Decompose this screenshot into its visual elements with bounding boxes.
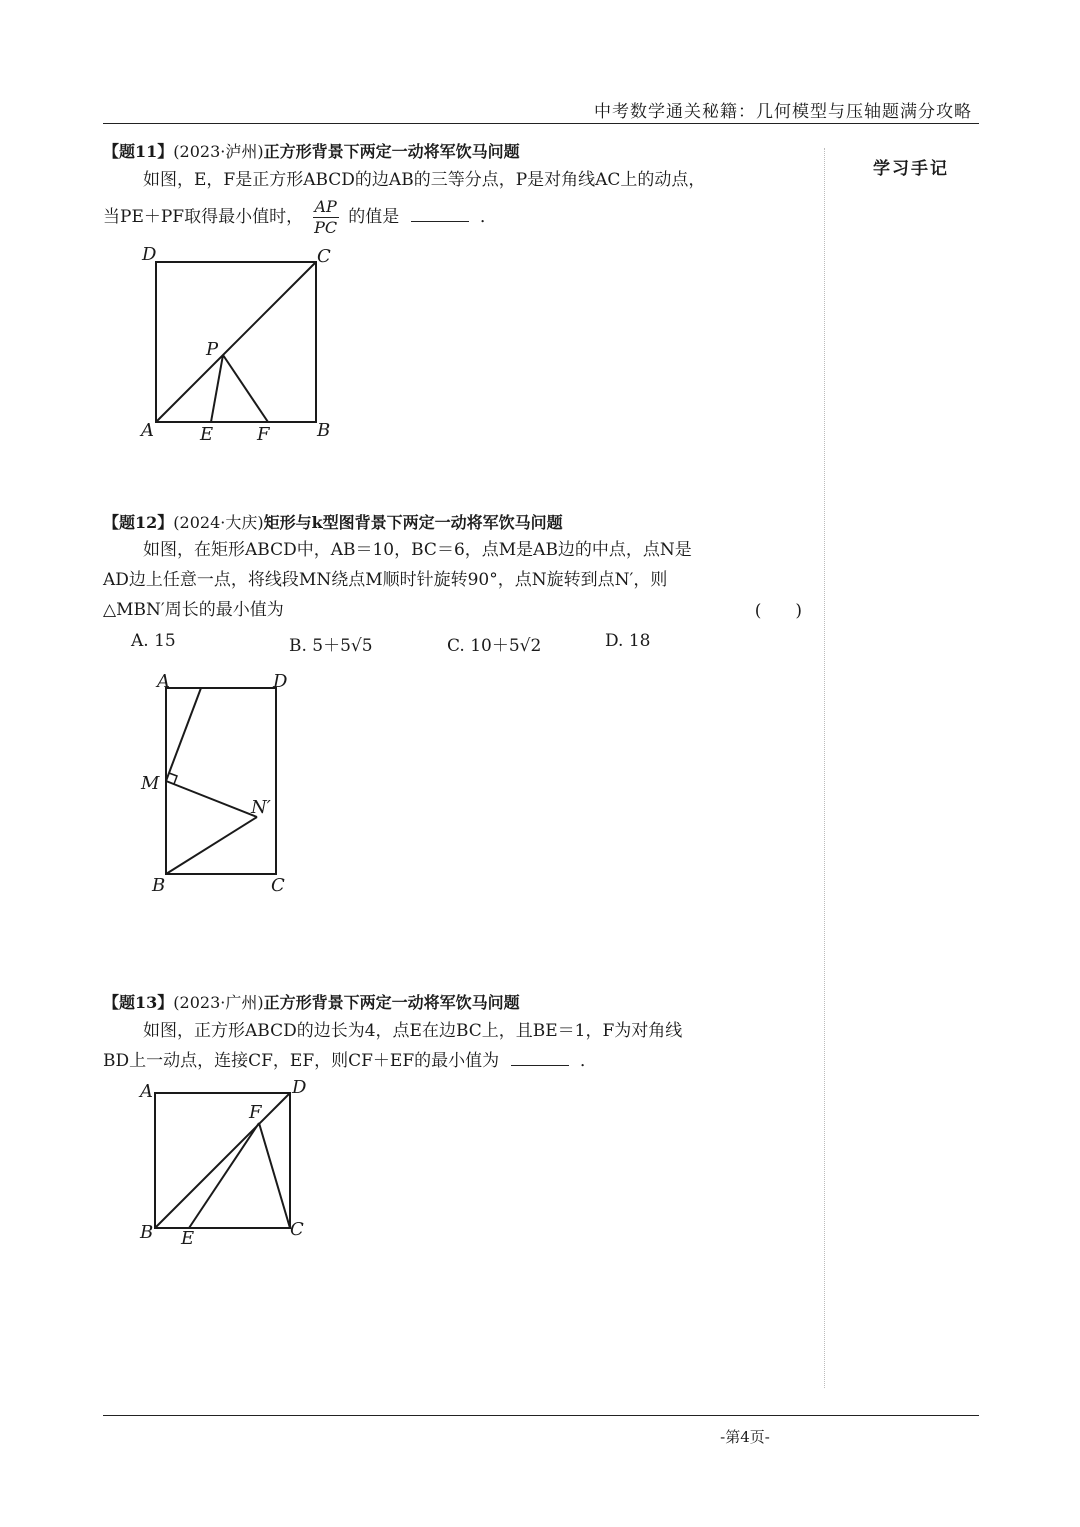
footer-divider: [103, 1415, 979, 1416]
notes-column-divider: [824, 148, 825, 1388]
q12-line2: AD边上任意一点，将线段MN绕点M顺时针旋转90°，点N旋转到点N′，则: [103, 570, 668, 590]
q12-label-c: C: [271, 875, 285, 896]
q11-label-a: A: [141, 420, 154, 441]
q12-choice-a: A. 15: [131, 631, 176, 651]
q13-label-e: E: [181, 1228, 195, 1249]
q12-label-b: B: [152, 875, 166, 896]
page-number: -第4页-: [720, 1428, 770, 1446]
q11-label-f: F: [257, 424, 270, 445]
q13-label-a: A: [140, 1081, 153, 1102]
q12-rectangle: [166, 688, 276, 874]
q13-end: ．: [579, 1051, 597, 1071]
q11-line1: 如图，E，F是正方形ABCD的边AB的三等分点，P是对角线AC上的动点，: [143, 170, 706, 190]
notes-title: 学习手记: [873, 159, 949, 179]
q12-choice-d: D. 18: [605, 631, 651, 651]
q11-end: ．: [480, 207, 498, 227]
q13-label-d: D: [292, 1077, 307, 1098]
q12-heading: [103, 510, 563, 533]
q13-source: (2023·广州): [173, 993, 264, 1012]
q13-segment-cf: [259, 1123, 290, 1228]
q12-body: [103, 535, 803, 625]
q11-frac-num: AP: [314, 197, 337, 216]
q13-label-f: F: [249, 1102, 262, 1123]
q13-body: [103, 1016, 803, 1076]
q13-topic: 正方形背景下两定一动将军饮马问题: [263, 993, 520, 1012]
q11-heading: [103, 139, 520, 162]
q13-line1: 如图，正方形ABCD的边长为4，点E在边BC上，且BE＝1，F为对角线: [143, 1021, 683, 1041]
q12-answer-paren: ( ): [754, 601, 802, 621]
q11-label-e: E: [200, 424, 214, 445]
q11-segment-pf: [223, 355, 268, 422]
q11-answer-blank: [411, 203, 469, 222]
q13-segment-ef: [189, 1123, 259, 1228]
q11-source: (2023·泸州): [173, 142, 264, 161]
q11-diagonal-ac: [156, 262, 316, 422]
q12-label-a: A: [157, 671, 170, 692]
q13-line2: [103, 1046, 803, 1076]
q11-line2b: 的值是: [348, 207, 400, 227]
q11-label-d: D: [142, 244, 157, 265]
q12-label-m: M: [141, 773, 160, 794]
q12-segment-bn-prime: [166, 817, 257, 874]
q11-topic: 正方形背景下两定一动将军饮马问题: [263, 142, 520, 161]
q12-label-d: D: [273, 671, 288, 692]
q11-label-p: P: [206, 339, 219, 360]
q11-line2a: 当PE＋PF取得最小值时，: [103, 207, 304, 227]
q11-fraction: [313, 197, 339, 238]
q12-segment-mn: [166, 688, 201, 781]
q12-source: (2024·大庆): [173, 513, 264, 532]
header-divider: [103, 123, 979, 124]
q11-label: 【题11】: [103, 142, 174, 161]
q12-line3: △MBN′周长的最小值为: [103, 600, 284, 620]
q12-segment-mn-prime: [166, 781, 257, 817]
q13-label-b: B: [140, 1222, 154, 1243]
q11-label-b: B: [317, 420, 331, 441]
q11-line2: [103, 197, 803, 238]
q11-body: [103, 165, 803, 238]
q13-label: 【题13】: [103, 993, 174, 1012]
q13-label-c: C: [290, 1219, 304, 1240]
q12-label-n-prime: N′: [251, 797, 271, 818]
q13-figure: [130, 1075, 330, 1250]
q11-figure: [130, 240, 350, 450]
q12-choices: [131, 631, 763, 656]
q13-heading: [103, 990, 520, 1013]
q12-choice-b: B. 5＋5√5: [289, 636, 373, 656]
q12-choice-c: C. 10＋5√2: [447, 636, 542, 656]
q13-line2-text: BD上一动点，连接CF，EF，则CF＋EF的最小值为: [103, 1051, 500, 1071]
q13-answer-blank: [511, 1047, 569, 1066]
q11-frac-den: PC: [314, 218, 338, 237]
q12-line1: 如图，在矩形ABCD中，AB＝10，BC＝6，点M是AB边的中点，点N是: [143, 540, 692, 560]
q12-topic: 矩形与k型图背景下两定一动将军饮马问题: [263, 513, 563, 532]
q11-label-c: C: [317, 246, 331, 267]
header-title: 中考数学通关秘籍：几何模型与压轴题满分攻略: [594, 102, 972, 122]
q12-figure: [135, 665, 305, 900]
q12-label: 【题12】: [103, 513, 174, 532]
